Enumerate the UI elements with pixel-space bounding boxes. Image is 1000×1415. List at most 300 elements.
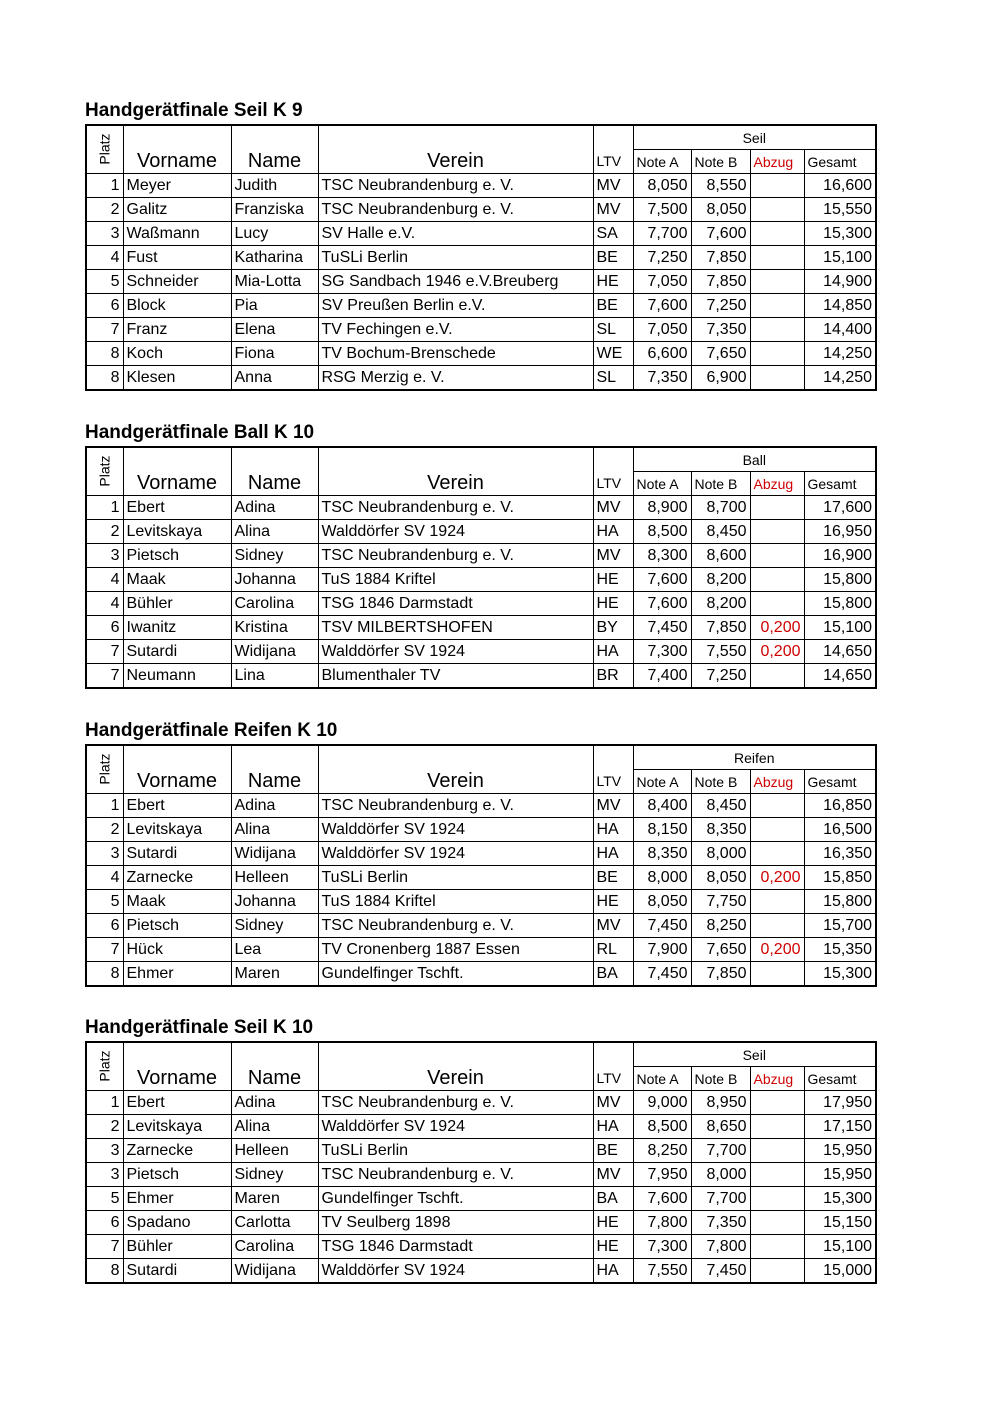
abzug-cell	[750, 1091, 804, 1115]
verein-cell: TuSLi Berlin	[318, 246, 593, 270]
abzug-cell	[750, 222, 804, 246]
platz-header	[86, 125, 123, 174]
platz-cell: 3	[86, 1163, 123, 1187]
name-cell: Johanna	[231, 890, 318, 914]
ltv-cell: SL	[593, 366, 633, 391]
gesamt-cell: 17,950	[804, 1091, 876, 1115]
name-cell: Carlotta	[231, 1211, 318, 1235]
abzug-cell	[750, 568, 804, 592]
abzug-cell	[750, 664, 804, 689]
platz-header	[86, 1042, 123, 1091]
note-b-cell: 7,250	[691, 294, 750, 318]
vorname-header: Vorname	[123, 1042, 231, 1091]
vorname-cell: Levitskaya	[123, 818, 231, 842]
note-a-cell: 7,400	[633, 664, 691, 689]
abzug-header: Abzug	[750, 472, 804, 496]
ltv-cell: HA	[593, 640, 633, 664]
abzug-header: Abzug	[750, 770, 804, 794]
name-header: Name	[231, 745, 318, 794]
name-cell: Adina	[231, 1091, 318, 1115]
verein-cell: Blumenthaler TV	[318, 664, 593, 689]
name-cell: Alina	[231, 818, 318, 842]
vorname-cell: Schneider	[123, 270, 231, 294]
table-row	[86, 174, 876, 198]
name-cell: Alina	[231, 520, 318, 544]
verein-cell: TSG 1846 Darmstadt	[318, 1235, 593, 1259]
gesamt-cell: 14,650	[804, 664, 876, 689]
verein-cell: TSC Neubrandenburg e. V.	[318, 496, 593, 520]
abzug-cell	[750, 914, 804, 938]
ltv-cell: HE	[593, 1211, 633, 1235]
verein-cell: SV Preußen Berlin e.V.	[318, 294, 593, 318]
vorname-cell: Hück	[123, 938, 231, 962]
vorname-cell: Sutardi	[123, 842, 231, 866]
table-row	[86, 1115, 876, 1139]
ltv-header: LTV	[593, 150, 633, 174]
name-cell: Mia-Lotta	[231, 270, 318, 294]
table-row	[86, 1235, 876, 1259]
verein-cell: TSC Neubrandenburg e. V.	[318, 794, 593, 818]
platz-header-label: Platz	[96, 454, 113, 487]
platz-cell: 7	[86, 640, 123, 664]
ltv-cell: HA	[593, 842, 633, 866]
ltv-cell: BE	[593, 866, 633, 890]
name-cell: Lina	[231, 664, 318, 689]
verein-cell: TSC Neubrandenburg e. V.	[318, 914, 593, 938]
note-b-header: Note B	[691, 770, 750, 794]
verein-header: Verein	[318, 447, 593, 496]
abzug-cell	[750, 890, 804, 914]
abzug-cell	[750, 1259, 804, 1284]
verein-header: Verein	[318, 125, 593, 174]
platz-cell: 2	[86, 818, 123, 842]
abzug-cell: 0,200	[750, 616, 804, 640]
table-row	[86, 496, 876, 520]
table-row	[86, 222, 876, 246]
abzug-header: Abzug	[750, 150, 804, 174]
note-a-cell: 7,450	[633, 962, 691, 987]
verein-cell: TuS 1884 Kriftel	[318, 568, 593, 592]
name-cell: Helleen	[231, 866, 318, 890]
verein-cell: TSC Neubrandenburg e. V.	[318, 1091, 593, 1115]
platz-cell: 7	[86, 664, 123, 689]
vorname-cell: Levitskaya	[123, 1115, 231, 1139]
abzug-cell	[750, 818, 804, 842]
gesamt-cell: 17,600	[804, 496, 876, 520]
name-cell: Johanna	[231, 568, 318, 592]
result-section	[85, 422, 877, 689]
gesamt-cell: 15,300	[804, 962, 876, 987]
platz-cell: 8	[86, 962, 123, 987]
vorname-cell: Koch	[123, 342, 231, 366]
table-row	[86, 544, 876, 568]
note-b-cell: 8,950	[691, 1091, 750, 1115]
note-b-cell: 8,350	[691, 818, 750, 842]
table-row	[86, 1211, 876, 1235]
note-a-cell: 7,450	[633, 914, 691, 938]
vorname-cell: Pietsch	[123, 544, 231, 568]
vorname-cell: Waßmann	[123, 222, 231, 246]
vorname-cell: Bühler	[123, 1235, 231, 1259]
result-section	[85, 720, 877, 987]
platz-cell: 4	[86, 866, 123, 890]
note-a-cell: 7,550	[633, 1259, 691, 1284]
results-table	[85, 1041, 877, 1284]
abzug-cell	[750, 520, 804, 544]
verein-cell: TSC Neubrandenburg e. V.	[318, 1163, 593, 1187]
table-row	[86, 938, 876, 962]
result-section	[85, 100, 877, 391]
note-a-cell: 7,450	[633, 616, 691, 640]
note-b-cell: 8,050	[691, 866, 750, 890]
table-row	[86, 318, 876, 342]
gesamt-cell: 15,950	[804, 1163, 876, 1187]
gesamt-cell: 15,800	[804, 890, 876, 914]
note-a-cell: 9,000	[633, 1091, 691, 1115]
note-a-cell: 7,600	[633, 592, 691, 616]
gesamt-header: Gesamt	[804, 150, 876, 174]
verein-cell: TV Cronenberg 1887 Essen	[318, 938, 593, 962]
name-cell: Sidney	[231, 1163, 318, 1187]
platz-header	[86, 447, 123, 496]
table-row	[86, 842, 876, 866]
note-b-cell: 8,000	[691, 842, 750, 866]
abzug-cell	[750, 318, 804, 342]
vorname-cell: Block	[123, 294, 231, 318]
platz-cell: 4	[86, 568, 123, 592]
vorname-cell: Spadano	[123, 1211, 231, 1235]
verein-cell: TuSLi Berlin	[318, 1139, 593, 1163]
ltv-cell: SL	[593, 318, 633, 342]
note-b-cell: 7,450	[691, 1259, 750, 1284]
abzug-cell	[750, 842, 804, 866]
gesamt-cell: 15,350	[804, 938, 876, 962]
abzug-cell	[750, 592, 804, 616]
table-row	[86, 1139, 876, 1163]
gesamt-cell: 15,850	[804, 866, 876, 890]
name-cell: Elena	[231, 318, 318, 342]
vorname-header: Vorname	[123, 125, 231, 174]
vorname-header: Vorname	[123, 447, 231, 496]
verein-header: Verein	[318, 745, 593, 794]
gesamt-cell: 15,800	[804, 592, 876, 616]
abzug-cell	[750, 1211, 804, 1235]
note-a-cell: 8,050	[633, 890, 691, 914]
ltv-header: LTV	[593, 472, 633, 496]
gesamt-cell: 14,900	[804, 270, 876, 294]
apparatus-header: Seil	[633, 1042, 876, 1067]
table-row	[86, 270, 876, 294]
apparatus-header: Reifen	[633, 745, 876, 770]
table-row	[86, 366, 876, 391]
table-row	[86, 1187, 876, 1211]
verein-cell: TuS 1884 Kriftel	[318, 890, 593, 914]
ltv-cell: HA	[593, 520, 633, 544]
name-cell: Maren	[231, 962, 318, 987]
name-cell: Lea	[231, 938, 318, 962]
table-row	[86, 568, 876, 592]
table-row	[86, 198, 876, 222]
note-a-cell: 8,350	[633, 842, 691, 866]
vorname-cell: Zarnecke	[123, 866, 231, 890]
vorname-cell: Ebert	[123, 794, 231, 818]
vorname-cell: Meyer	[123, 174, 231, 198]
abzug-cell	[750, 1139, 804, 1163]
ltv-header: LTV	[593, 770, 633, 794]
name-cell: Fiona	[231, 342, 318, 366]
vorname-cell: Sutardi	[123, 1259, 231, 1284]
vorname-cell: Klesen	[123, 366, 231, 391]
verein-cell: Walddörfer SV 1924	[318, 520, 593, 544]
note-b-cell: 7,850	[691, 962, 750, 987]
apparatus-header: Ball	[633, 447, 876, 472]
note-a-header: Note A	[633, 150, 691, 174]
note-a-cell: 8,300	[633, 544, 691, 568]
verein-cell: Gundelfinger Tschft.	[318, 962, 593, 987]
gesamt-cell: 15,300	[804, 1187, 876, 1211]
name-cell: Anna	[231, 366, 318, 391]
vorname-cell: Levitskaya	[123, 520, 231, 544]
verein-cell: RSG Merzig e. V.	[318, 366, 593, 391]
name-cell: Helleen	[231, 1139, 318, 1163]
verein-header: Verein	[318, 1042, 593, 1091]
name-cell: Lucy	[231, 222, 318, 246]
ltv-cell: HA	[593, 818, 633, 842]
ltv-cell: HE	[593, 1235, 633, 1259]
note-a-cell: 7,300	[633, 640, 691, 664]
note-b-cell: 7,800	[691, 1235, 750, 1259]
ltv-cell: MV	[593, 496, 633, 520]
note-b-cell: 7,700	[691, 1139, 750, 1163]
name-header: Name	[231, 125, 318, 174]
note-a-cell: 7,050	[633, 318, 691, 342]
note-b-cell: 7,850	[691, 246, 750, 270]
apparatus-header: Seil	[633, 125, 876, 150]
gesamt-header: Gesamt	[804, 472, 876, 496]
platz-cell: 4	[86, 246, 123, 270]
name-cell: Sidney	[231, 914, 318, 938]
abzug-cell	[750, 1115, 804, 1139]
platz-cell: 4	[86, 592, 123, 616]
verein-cell: TSC Neubrandenburg e. V.	[318, 198, 593, 222]
abzug-cell	[750, 794, 804, 818]
vorname-cell: Ebert	[123, 496, 231, 520]
platz-cell: 7	[86, 318, 123, 342]
table-row	[86, 664, 876, 689]
ltv-cell: BE	[593, 1139, 633, 1163]
name-cell: Widijana	[231, 1259, 318, 1284]
gesamt-cell: 15,700	[804, 914, 876, 938]
abzug-cell	[750, 1235, 804, 1259]
note-a-cell: 6,600	[633, 342, 691, 366]
abzug-cell	[750, 1187, 804, 1211]
platz-cell: 7	[86, 1235, 123, 1259]
note-a-header: Note A	[633, 472, 691, 496]
table-row	[86, 818, 876, 842]
ltv-cell: HA	[593, 1115, 633, 1139]
name-cell: Alina	[231, 1115, 318, 1139]
note-a-cell: 8,500	[633, 520, 691, 544]
ltv-cell: WE	[593, 342, 633, 366]
vorname-cell: Galitz	[123, 198, 231, 222]
note-b-cell: 7,350	[691, 1211, 750, 1235]
gesamt-cell: 15,950	[804, 1139, 876, 1163]
verein-cell: TSC Neubrandenburg e. V.	[318, 544, 593, 568]
ltv-cell: BA	[593, 962, 633, 987]
note-a-cell: 8,050	[633, 174, 691, 198]
vorname-cell: Pietsch	[123, 914, 231, 938]
ltv-cell: HE	[593, 568, 633, 592]
table-row	[86, 1259, 876, 1284]
vorname-cell: Bühler	[123, 592, 231, 616]
results-table	[85, 446, 877, 689]
ltv-cell: BR	[593, 664, 633, 689]
abzug-cell: 0,200	[750, 866, 804, 890]
ltv-cell: MV	[593, 544, 633, 568]
platz-cell: 1	[86, 1091, 123, 1115]
platz-cell: 6	[86, 616, 123, 640]
results-table	[85, 744, 877, 987]
note-b-cell: 8,200	[691, 592, 750, 616]
note-a-cell: 7,250	[633, 246, 691, 270]
vorname-cell: Pietsch	[123, 1163, 231, 1187]
abzug-cell	[750, 496, 804, 520]
vorname-cell: Neumann	[123, 664, 231, 689]
abzug-cell	[750, 962, 804, 987]
note-a-cell: 8,500	[633, 1115, 691, 1139]
vorname-cell: Sutardi	[123, 640, 231, 664]
platz-cell: 2	[86, 1115, 123, 1139]
note-a-cell: 7,050	[633, 270, 691, 294]
name-header: Name	[231, 1042, 318, 1091]
note-b-cell: 7,600	[691, 222, 750, 246]
gesamt-cell: 15,550	[804, 198, 876, 222]
gesamt-cell: 14,250	[804, 366, 876, 391]
verein-cell: TSG 1846 Darmstadt	[318, 592, 593, 616]
note-a-cell: 8,400	[633, 794, 691, 818]
ltv-cell: HE	[593, 890, 633, 914]
table-row	[86, 616, 876, 640]
ltv-cell: MV	[593, 1163, 633, 1187]
ltv-cell: MV	[593, 1091, 633, 1115]
platz-cell: 8	[86, 1259, 123, 1284]
platz-cell: 3	[86, 544, 123, 568]
section-title: Handgerätfinale Reifen K 10	[85, 720, 338, 741]
name-cell: Franziska	[231, 198, 318, 222]
note-b-cell: 7,350	[691, 318, 750, 342]
verein-cell: SG Sandbach 1946 e.V.Breuberg	[318, 270, 593, 294]
note-a-header: Note A	[633, 770, 691, 794]
platz-cell: 3	[86, 842, 123, 866]
table-row	[86, 342, 876, 366]
ltv-cell: BE	[593, 294, 633, 318]
abzug-cell	[750, 174, 804, 198]
verein-cell: TV Bochum-Brenschede	[318, 342, 593, 366]
note-b-cell: 6,900	[691, 366, 750, 391]
note-a-cell: 8,150	[633, 818, 691, 842]
note-a-cell: 7,300	[633, 1235, 691, 1259]
gesamt-cell: 15,000	[804, 1259, 876, 1284]
ltv-cell: BY	[593, 616, 633, 640]
verein-cell: Gundelfinger Tschft.	[318, 1187, 593, 1211]
name-cell: Carolina	[231, 592, 318, 616]
platz-cell: 1	[86, 496, 123, 520]
table-row	[86, 794, 876, 818]
note-b-cell: 8,200	[691, 568, 750, 592]
platz-cell: 3	[86, 1139, 123, 1163]
note-b-cell: 8,550	[691, 174, 750, 198]
abzug-cell	[750, 366, 804, 391]
ltv-cell: SA	[593, 222, 633, 246]
gesamt-cell: 15,800	[804, 568, 876, 592]
note-b-cell: 7,850	[691, 270, 750, 294]
gesamt-cell: 15,100	[804, 1235, 876, 1259]
ltv-cell: MV	[593, 914, 633, 938]
name-cell: Kristina	[231, 616, 318, 640]
note-a-cell: 7,600	[633, 294, 691, 318]
abzug-cell	[750, 246, 804, 270]
table-row	[86, 914, 876, 938]
abzug-cell: 0,200	[750, 938, 804, 962]
note-b-cell: 7,550	[691, 640, 750, 664]
section-title: Handgerätfinale Ball K 10	[85, 422, 315, 443]
platz-cell: 6	[86, 294, 123, 318]
note-b-cell: 8,050	[691, 198, 750, 222]
gesamt-cell: 14,250	[804, 342, 876, 366]
note-b-header: Note B	[691, 150, 750, 174]
gesamt-cell: 16,900	[804, 544, 876, 568]
note-b-cell: 8,450	[691, 520, 750, 544]
section-title: Handgerätfinale Seil K 9	[85, 100, 303, 121]
note-b-cell: 7,750	[691, 890, 750, 914]
platz-cell: 8	[86, 342, 123, 366]
name-header: Name	[231, 447, 318, 496]
note-a-cell: 7,600	[633, 568, 691, 592]
gesamt-header: Gesamt	[804, 770, 876, 794]
table-row	[86, 866, 876, 890]
platz-header-label: Platz	[96, 132, 113, 165]
table-row	[86, 962, 876, 987]
ltv-cell: HE	[593, 592, 633, 616]
note-b-cell: 8,250	[691, 914, 750, 938]
vorname-cell: Fust	[123, 246, 231, 270]
abzug-cell	[750, 198, 804, 222]
platz-cell: 6	[86, 1211, 123, 1235]
platz-cell: 2	[86, 198, 123, 222]
gesamt-cell: 14,650	[804, 640, 876, 664]
gesamt-cell: 17,150	[804, 1115, 876, 1139]
name-cell: Judith	[231, 174, 318, 198]
gesamt-cell: 15,100	[804, 246, 876, 270]
verein-cell: TSC Neubrandenburg e. V.	[318, 174, 593, 198]
gesamt-cell: 15,150	[804, 1211, 876, 1235]
table-row	[86, 520, 876, 544]
vorname-cell: Maak	[123, 568, 231, 592]
ltv-cell: HE	[593, 270, 633, 294]
name-cell: Pia	[231, 294, 318, 318]
abzug-cell	[750, 1163, 804, 1187]
results-table	[85, 124, 877, 391]
table-row	[86, 592, 876, 616]
note-a-cell: 8,000	[633, 866, 691, 890]
vorname-header: Vorname	[123, 745, 231, 794]
note-b-cell: 8,700	[691, 496, 750, 520]
note-a-cell: 8,250	[633, 1139, 691, 1163]
verein-cell: Walddörfer SV 1924	[318, 818, 593, 842]
note-b-cell: 7,650	[691, 938, 750, 962]
ltv-cell: HA	[593, 1259, 633, 1284]
ltv-cell: MV	[593, 198, 633, 222]
